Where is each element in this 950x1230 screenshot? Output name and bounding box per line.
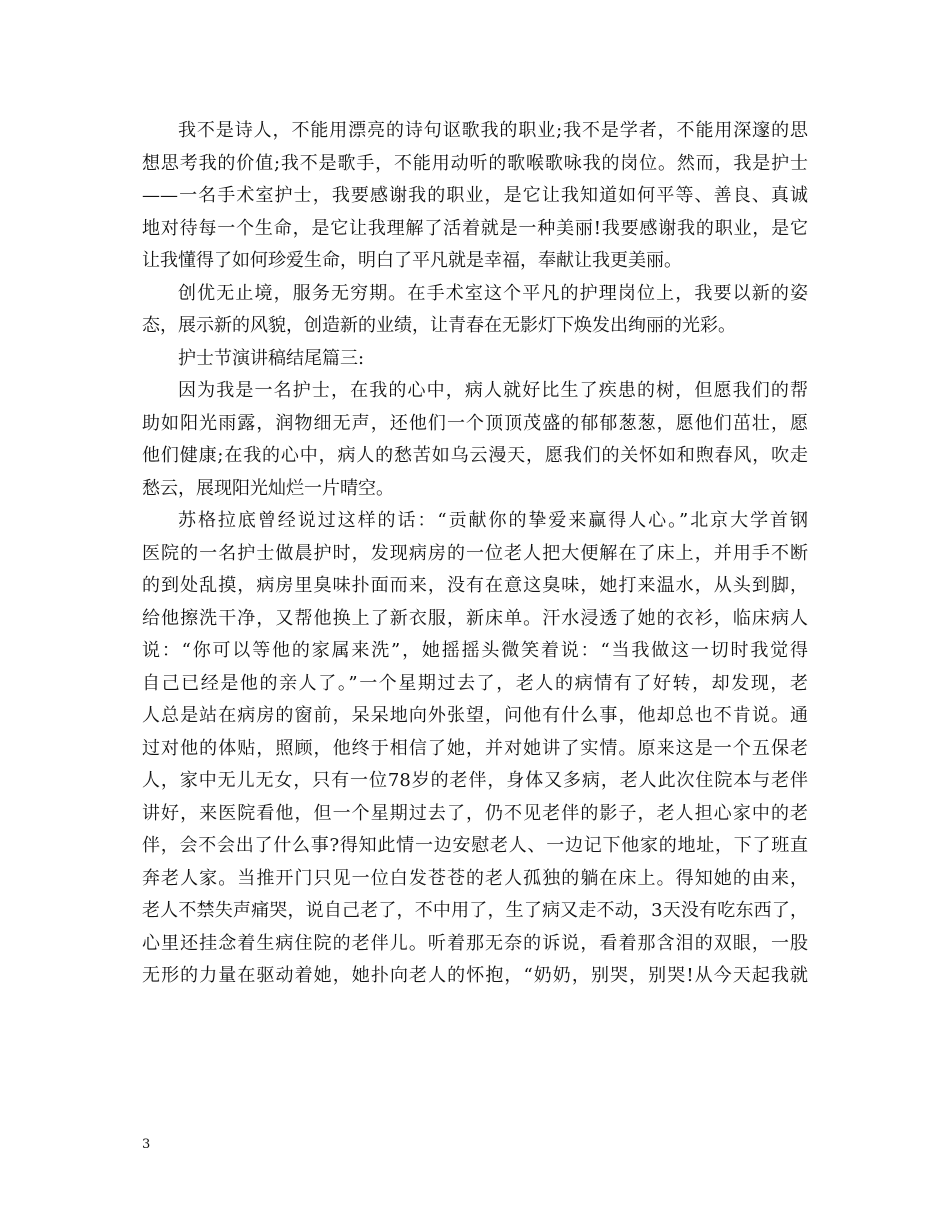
text-line: 伴，会不会出了什么事?得知此情一边安慰老人、一边记下他家的地址，下了班直 <box>142 835 808 856</box>
text-line: 地对待每一个生命，是它让我理解了活着就是一种美丽!我要感谢我的职业，是它 <box>142 217 808 239</box>
text-line: 说：“你可以等他的家属来洗”，她摇摇头微笑着说：“当我做这一切时我觉得 <box>142 640 808 661</box>
text-line: 苏格拉底曾经说过这样的话：“贡献你的挚爱来赢得人心。”北京大学首钢 <box>178 510 808 531</box>
text-line: 医院的一名护士做晨护时，发现病房的一位老人把大便解在了床上，并用手不断 <box>142 542 808 564</box>
text-line: 人总是站在病房的窗前，呆呆地向外张望，问他有什么事，他却总也不肯说。通 <box>142 705 808 726</box>
text-line: 的到处乱摸，病房里臭味扑面而来，没有在意这臭味，她打来温水，从头到脚， <box>142 575 808 596</box>
text-line: 人，家中无儿无女，只有一位78岁的老伴，身体又多病，老人此次住院本与老伴 <box>142 770 808 791</box>
text-line: ——一名手术室护士，我要感谢我的职业，是它让我知道如何平等、善良、真诚 <box>142 185 808 206</box>
text-line: 奔老人家。当推开门只见一位白发苍苍的老人孤独的躺在床上。得知她的由来， <box>142 867 808 889</box>
document-body <box>142 115 808 993</box>
text-line: 愁云，展现阳光灿烂一片晴空。 <box>142 477 394 499</box>
text-line: 给他擦洗干净，又帮他换上了新衣服，新床单。汗水浸透了她的衣衫，临床病人 <box>142 607 808 629</box>
text-line: 他们健康;在我的心中，病人的愁苦如乌云漫天，愿我们的关怀如和煦春风，吹走 <box>142 445 808 466</box>
text-line: 无形的力量在驱动着她，她扑向老人的怀抱，“奶奶，别哭，别哭!从今天起我就 <box>142 965 808 986</box>
text-line: 态，展示新的风貌，创造新的业绩，让青春在无影灯下焕发出绚丽的光彩。 <box>142 315 736 336</box>
page-number: 3 <box>142 1137 151 1152</box>
text-line: 过对他的体贴，照顾，他终于相信了她，并对她讲了实情。原来这是一个五保老 <box>142 737 808 759</box>
text-line: 因为我是一名护士，在我的心中，病人就好比生了疾患的树，但愿我们的帮 <box>178 380 808 401</box>
text-line: 让我懂得了如何珍爱生命，明白了平凡就是幸福，奉献让我更美丽。 <box>142 250 682 271</box>
text-line: 护士节演讲稿结尾篇三: <box>178 347 365 369</box>
text-line: 心里还挂念着生病住院的老伴儿。听着那无奈的诉说，看着那含泪的双眼，一股 <box>142 932 808 954</box>
text-line: 创优无止境，服务无穷期。在手术室这个平凡的护理岗位上，我要以新的姿 <box>178 282 808 304</box>
text-line: 我不是诗人，不能用漂亮的诗句讴歌我的职业;我不是学者，不能用深邃的思 <box>178 120 808 141</box>
text-line: 老人不禁失声痛哭，说自己老了，不中用了，生了病又走不动，3天没有吃东西了， <box>142 900 808 921</box>
text-line: 助如阳光雨露，润物细无声，还他们一个顶顶茂盛的郁郁葱葱，愿他们茁壮，愿 <box>142 412 808 434</box>
text-line: 讲好，来医院看他，但一个星期过去了，仍不见老伴的影子，老人担心家中的老 <box>142 802 808 824</box>
text-line: 想思考我的价值;我不是歌手，不能用动听的歌喉歌咏我的岗位。然而，我是护士 <box>142 152 808 174</box>
text-line: 自己已经是他的亲人了。”一个星期过去了，老人的病情有了好转，却发现，老 <box>142 672 808 694</box>
